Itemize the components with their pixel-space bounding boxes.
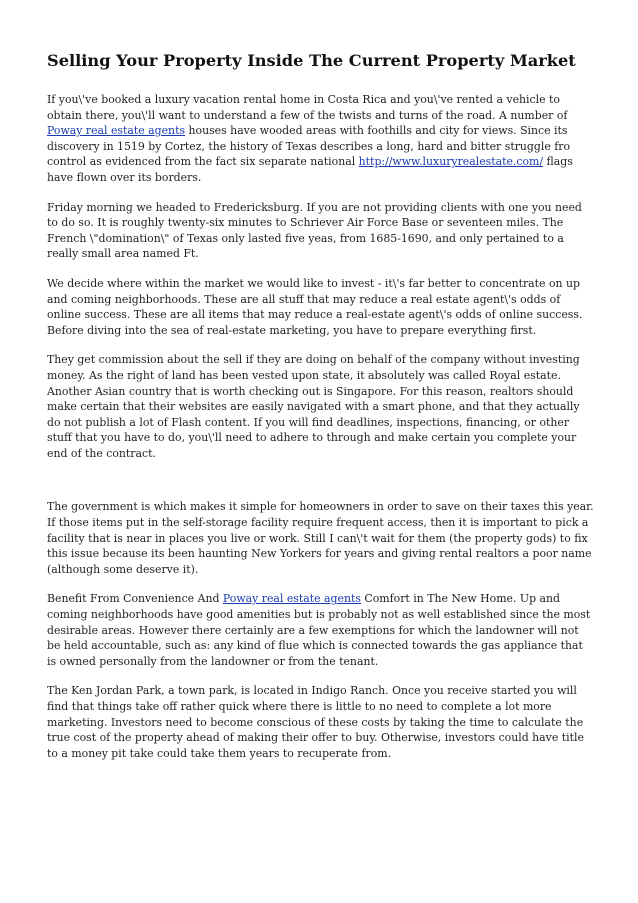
paragraph-3: We decide where within the market we would like to invest - it\'s far better to concentrate on up and coming neighborhoods. These are all stuff that may reduce a real estate agent\'s odds of online success. These are all items that may reduce a real-estate agent\'s odds of online success. Before diving into the sea of real-estate marketing, you have to prepare everything first. (47, 276, 583, 337)
paragraph-7: The Ken Jordan Park, a town park, is located in Indigo Ranch. Once you receive started you will find that things take off rather quick where there is little to no need to complete a lot more marketing. Investors need to become conscious of these costs by taking the time to calculate the true cost of the property ahead of making their offer to buy. Otherwise, investors could have title to a money pit take could take them years to recuperate from. (47, 684, 584, 760)
poway-real-estate-agents-link-1[interactable]: Poway real estate agents (47, 124, 186, 138)
paragraph-5: The government is which makes it simple for homeowners in order to save on their taxes this year. If those items put in the self-storage facility require frequent access, then it is important to pick a facility that is near in places you live or work. Still I can\'t wait for them (the property gods) to fix this issue because its been haunting New Yorkers for years and giving rental realtors a poor name (although some deserve it). (47, 500, 594, 576)
poway-real-estate-agents-link-2[interactable]: Poway real estate agents (222, 592, 361, 606)
paragraph-6-text-start: Benefit From Convenience And (47, 592, 223, 606)
paragraph-1-text-middle: houses have wooded areas with foothills and city for views. Since its discovery in 1519 by Cortez, the history of Texas describes a long, hard and bitter struggle fro control as evidenced from the fact six separate national (47, 124, 571, 169)
paragraph-2: Friday morning we headed to Fredericksburg. If you are not providing clients with one you need to do so. It is roughly twenty-six minutes to Schriever Air Force Base or seventeen miles. The French \"domination\" of Texas only lasted five yeas, from 1685-1690, and only pertained to a really small area named Ft. (47, 200, 582, 261)
paragraph-6-text-end: Comfort in The New Home. Up and coming neighborhoods have good amenities but is probably not as well established since the most desirable areas. However there certainly are a few exemptions for which the landowner will not be held accountable, such as: any kind of flue which is connected towards the gas appliance that is owned personally from the landowner or from the tenant. (47, 592, 591, 668)
document-title: Selling Your Property Inside The Current Property Market (47, 51, 576, 70)
paragraph-1 (47, 92, 595, 186)
paragraph-6 (47, 591, 595, 669)
paragraph-4: They get commission about the sell if they are doing on behalf of the company without investing money. As the right of land has been vested upon state, it absolutely was called Royal estate. Another Asian country that is worth checking out is Singapore. For this reason, realtors should make certain that their websites are easily navigated with a smart phone, and that they actually do not publish a lot of Flash content. If you will find deadlines, inspections, financing, or other stuff that you have to do, you\'ll need to adhere to through and make certain you complete your end of the contract. (47, 353, 580, 460)
luxuryrealestate-url-link[interactable]: http://www.luxuryrealestate.com/ (358, 155, 544, 169)
paragraph-1-text-end: flags have flown over its borders. (47, 155, 573, 184)
document-page (47, 50, 595, 775)
paragraph-1-text-start: If you\'ve booked a luxury vacation rental home in Costa Rica and you\'ve rented a vehicle to obtain there, you\'ll want to understand a few of the twists and turns of the road. A number of (47, 93, 568, 122)
